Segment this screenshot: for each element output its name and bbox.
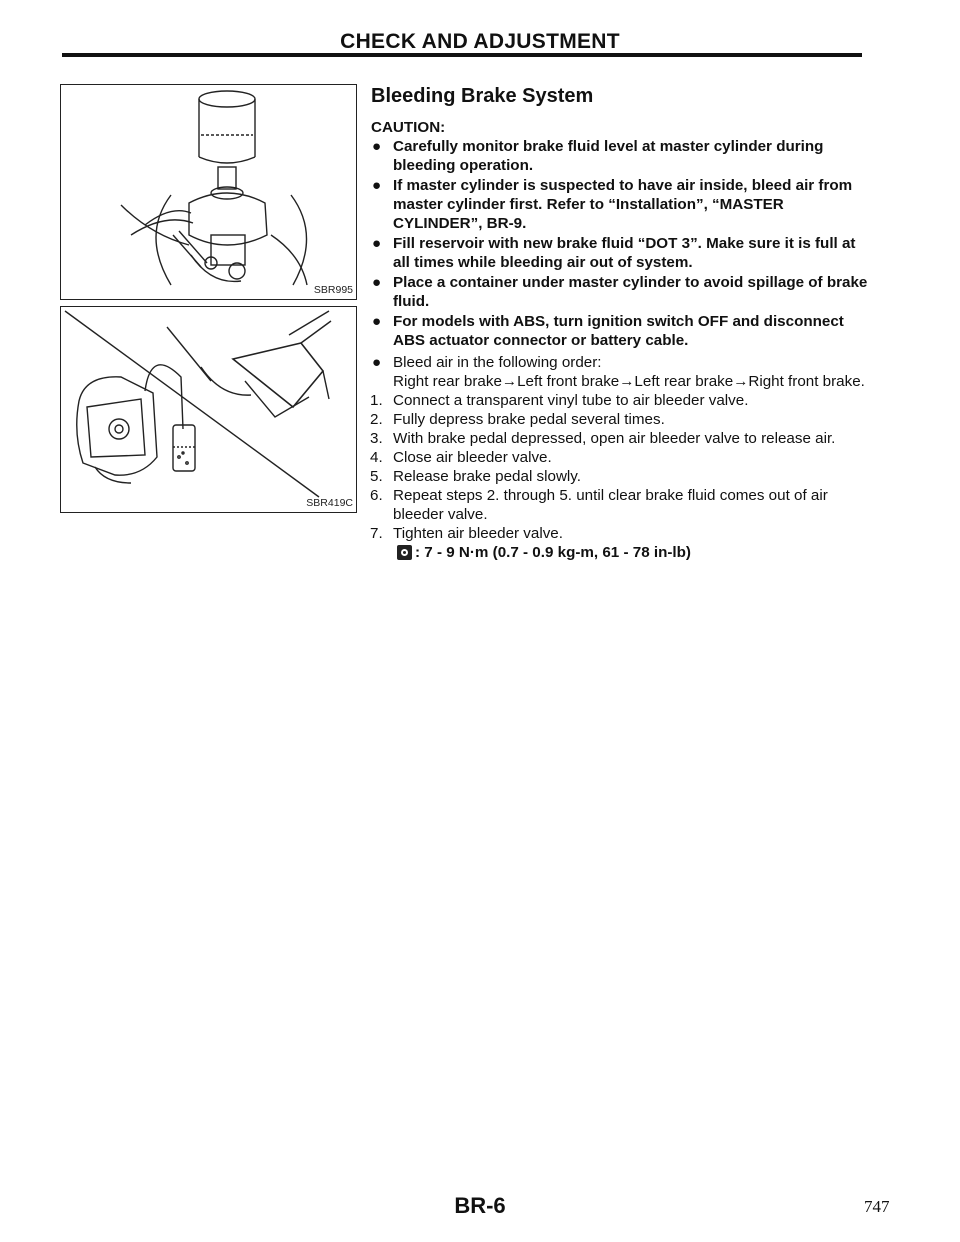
caliper-bleeding-illustration bbox=[61, 307, 355, 511]
page-number: 747 bbox=[864, 1197, 890, 1216]
order-bullet: ● Bleed air in the following order: Right rear brake→Left front brake→Left rear brake→Right front brake. bbox=[372, 354, 865, 390]
figure-code: SBR419C bbox=[306, 497, 353, 509]
bleeding-section bbox=[369, 84, 869, 562]
caution-bullet: ● Place a container under master cylinder to avoid spillage of brake fluid. bbox=[372, 274, 868, 310]
figure-master-cylinder bbox=[60, 84, 357, 300]
bullet-icon: ● bbox=[372, 274, 382, 291]
caution-bullet: ● Fill reservoir with new brake fluid “DOT 3”. Make sure it is full at all times while bleeding air out of system. bbox=[372, 235, 856, 271]
step-item: 5. Release brake pedal slowly. bbox=[370, 468, 581, 485]
master-cylinder-bleeder-illustration bbox=[61, 85, 355, 298]
bleeding-order: Right rear brake→Left front brake→Left rear brake→Right front brake. bbox=[393, 373, 865, 390]
step-item: 6. Repeat steps 2. through 5. until clear brake fluid comes out of air bleeder valve. bbox=[370, 487, 828, 523]
bullet-icon: ● bbox=[372, 177, 382, 194]
step-item: 3. With brake pedal depressed, open air bleeder valve to release air. bbox=[370, 430, 836, 447]
caution-label: CAUTION: bbox=[371, 119, 446, 136]
step-item: 4. Close air bleeder valve. bbox=[370, 449, 552, 466]
bullet-icon: ● bbox=[372, 235, 382, 252]
caution-bullet: ● For models with ABS, turn ignition switch OFF and disconnect ABS actuator connector or battery cable. bbox=[372, 313, 844, 349]
figure-code: SBR995 bbox=[313, 284, 353, 296]
figure-caliper-bleeding bbox=[60, 306, 357, 513]
section-title: Bleeding Brake System bbox=[371, 85, 594, 107]
caution-bullet: ● If master cylinder is suspected to have air inside, bleed air from master cylinder first. Refer to “Installation”, “MASTER CYLINDER”, BR-9. bbox=[372, 177, 853, 232]
page-code: BR-6 bbox=[454, 1193, 506, 1218]
step-item: 2. Fully depress brake pedal several times. bbox=[370, 411, 665, 428]
bullet-icon: ● bbox=[372, 354, 382, 371]
step-item: 1. Connect a transparent vinyl tube to air bleeder valve. bbox=[370, 392, 749, 409]
page-title: CHECK AND ADJUSTMENT bbox=[340, 30, 620, 53]
step-item: 7. Tighten air bleeder valve. bbox=[370, 525, 563, 542]
caution-bullet: ● Carefully monitor brake fluid level at master cylinder during bleeding operation. bbox=[372, 138, 824, 174]
torque-wrench-icon bbox=[397, 545, 412, 560]
torque-spec: : 7 - 9 N·m (0.7 - 0.9 kg-m, 61 - 78 in-lb) bbox=[369, 543, 869, 562]
bullet-icon: ● bbox=[372, 313, 382, 330]
bullet-icon: ● bbox=[372, 138, 382, 155]
header-rule bbox=[62, 53, 862, 57]
